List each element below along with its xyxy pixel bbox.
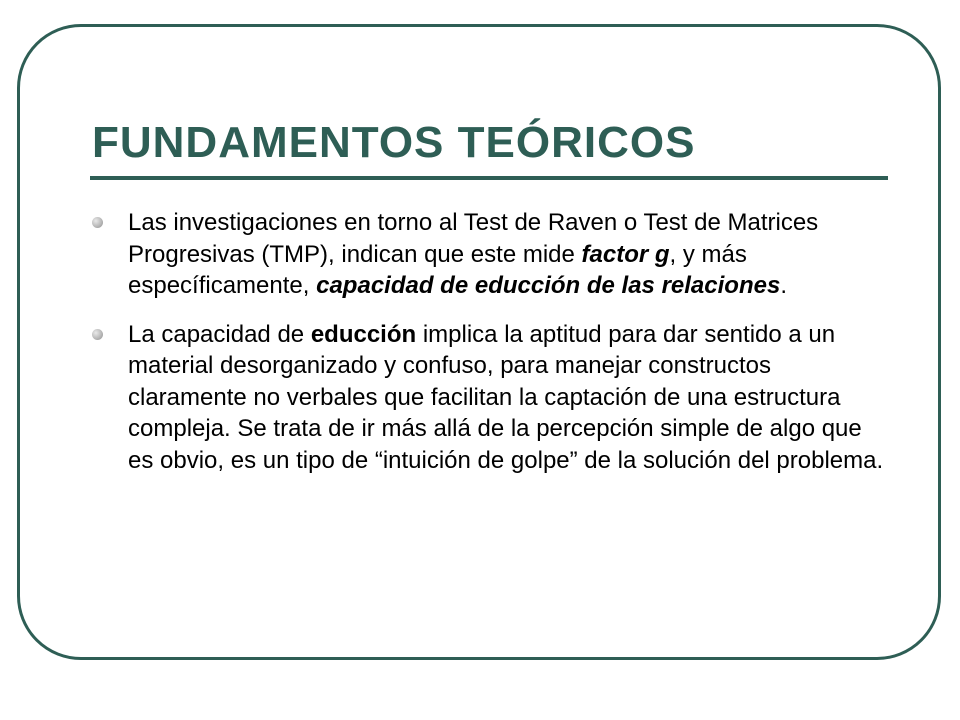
bullet-emphasis: factor g: [581, 240, 670, 268]
slide-title: FUNDAMENTOS TEÓRICOS: [92, 118, 696, 167]
bullet-segment: La capacidad de: [128, 320, 311, 348]
title-divider: [90, 176, 888, 180]
bullet-dot-icon: [92, 217, 103, 228]
bullet-segment: implica la aptitud para dar sentido a un material desorganizado y confuso, para manejar constructos claramente no verbales que facilitan la captación de una estructura compleja. Se trata de ir más allá de la percepción simple de algo que es obvio, es un tipo de “intuición de golpe” de la solución del problema.: [128, 320, 884, 474]
bullet-segment: , y más específicamente,: [128, 240, 747, 299]
bullet-item: [92, 207, 892, 302]
bullet-list: [92, 207, 892, 493]
bullet-dot-icon: [92, 329, 103, 340]
bullet-segment: .: [780, 272, 787, 299]
bullet-emphasis: capacidad de educción de las relaciones: [316, 272, 781, 299]
bullet-item: [92, 319, 892, 477]
bullet-segment: Las investigaciones en torno al Test de Raven o Test de Matrices Progresivas (TMP), indican que este mide: [128, 209, 819, 268]
bullet-emphasis: educción: [310, 320, 417, 348]
